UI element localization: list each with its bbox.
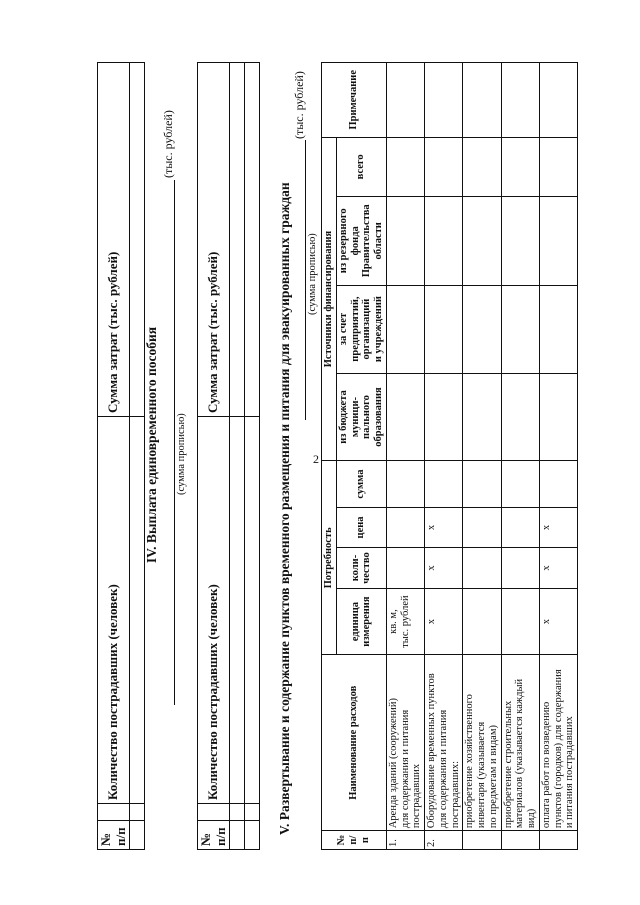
col-need-header: Потребность	[322, 461, 337, 655]
table-cell	[245, 63, 260, 417]
row-qty	[501, 548, 539, 589]
table-cell	[386, 137, 424, 197]
row-price	[501, 507, 539, 547]
col-budget-header: из бюджета муници- пального образования	[336, 373, 386, 461]
shelter-expenses-table	[321, 62, 578, 850]
table-cell	[245, 417, 260, 804]
col-number-header: № п/п	[198, 821, 230, 850]
table-cell	[425, 63, 463, 138]
col-count-header: Количество пострадавших (человек)	[98, 417, 130, 804]
col-enterprise-header: за счет предприятий, организаций и учреждений	[336, 285, 386, 373]
table-cell	[130, 417, 145, 804]
table-cell	[463, 285, 501, 373]
row-number	[463, 831, 501, 850]
row-name: приобретение хозяйственного инвентаря (указывается по предметам и видам)	[463, 655, 501, 831]
row-price: х	[539, 507, 577, 547]
table-row	[539, 63, 577, 850]
table-cell	[501, 285, 539, 373]
table-cell	[425, 197, 463, 285]
table-cell	[386, 285, 424, 373]
table-cell	[463, 63, 501, 138]
table-cell	[386, 461, 424, 507]
allowance-table	[197, 62, 260, 850]
table-cell	[501, 137, 539, 197]
table-cell	[386, 373, 424, 461]
row-unit	[501, 588, 539, 654]
table-cell	[501, 461, 539, 507]
table-cell	[230, 63, 245, 417]
row-unit	[463, 588, 501, 654]
table-cell	[230, 804, 245, 821]
sum-fill-line	[305, 140, 306, 420]
table-cell	[539, 285, 577, 373]
row-price: х	[425, 507, 463, 547]
table-row	[425, 63, 463, 850]
table-row	[463, 63, 501, 850]
row-qty: х	[539, 548, 577, 589]
table-cell	[425, 285, 463, 373]
row-qty	[463, 548, 501, 589]
sum-in-words-caption: (сумма прописью)	[176, 413, 187, 495]
sum-in-words-caption: (сумма прописью)	[307, 233, 318, 315]
col-number-header: № п/п	[322, 831, 387, 850]
col-note-header: Примечание	[322, 63, 387, 138]
table-cell	[539, 461, 577, 507]
table-cell	[130, 821, 145, 850]
page-number: 2	[313, 452, 319, 466]
table-cell	[386, 63, 424, 138]
col-price-header: цена	[336, 507, 386, 547]
table-cell	[230, 417, 245, 804]
row-name: приобретение строительных материалов (указывается каждый вид)	[501, 655, 539, 831]
col-sum-header: Сумма затрат (тыс. рублей)	[98, 63, 130, 417]
table-cell	[425, 137, 463, 197]
row-name: оплата работ по возведению пунктов (городков) для содержания и питания пострадавших	[539, 655, 577, 831]
table-cell	[539, 137, 577, 197]
col-name-header: Наименование расходов	[322, 655, 387, 831]
row-number	[501, 831, 539, 850]
col-sum-header: Сумма затрат (тыс. рублей)	[198, 63, 230, 417]
table-cell	[245, 821, 260, 850]
col-qty-header: коли- чество	[336, 548, 386, 589]
sum-fill-line	[174, 180, 175, 705]
col-number-header: № п/п	[98, 821, 130, 850]
row-price	[386, 507, 424, 547]
table-cell	[386, 197, 424, 285]
table-cell	[501, 63, 539, 138]
table-cell	[539, 63, 577, 138]
col-sources-header: Источники финансирования	[322, 137, 337, 461]
row-unit: х	[425, 588, 463, 654]
section-4-title: IV. Выплата единовременного пособия	[144, 326, 159, 564]
row-qty: х	[425, 548, 463, 589]
table-cell	[463, 197, 501, 285]
table-cell	[245, 804, 260, 821]
table-cell	[130, 63, 145, 417]
row-number: 2.	[425, 831, 463, 850]
col-total-header: всего	[336, 137, 386, 197]
unit-label: (тыс. рублей)	[292, 71, 306, 139]
section-5-title: V. Развертывание и содержание пунктов временного размещения и питания для эвакуированных граждан	[277, 182, 292, 835]
table-cell	[463, 461, 501, 507]
row-unit: кв. м, тыс. рублей	[386, 588, 424, 654]
table-cell	[425, 373, 463, 461]
table-cell	[463, 137, 501, 197]
table-cell	[501, 197, 539, 285]
table-row	[501, 63, 539, 850]
table-row	[386, 63, 424, 850]
table-cell	[130, 804, 145, 821]
col-count-header: Количество пострадавших (человек)	[198, 417, 230, 804]
col-sum-header: сумма	[336, 461, 386, 507]
table-cell	[425, 461, 463, 507]
row-qty	[386, 548, 424, 589]
row-name: Оборудование временных пунктов для содержания и питания пострадавших:	[425, 655, 463, 831]
table-cell	[539, 197, 577, 285]
col-spacer	[98, 804, 130, 821]
row-unit: х	[539, 588, 577, 654]
col-reserve-header: из резервного фонда Правительства области	[336, 197, 386, 285]
row-name: Аренда зданий (сооружений) для содержания и питания пострадавших	[386, 655, 424, 831]
row-number: 1.	[386, 831, 424, 850]
table-cell	[230, 821, 245, 850]
row-number	[539, 831, 577, 850]
victims-cost-table	[97, 62, 145, 850]
table-cell	[463, 373, 501, 461]
col-spacer	[198, 804, 230, 821]
unit-label: (тыс. рублей)	[161, 110, 175, 178]
row-price	[463, 507, 501, 547]
table-cell	[501, 373, 539, 461]
table-cell	[539, 373, 577, 461]
col-unit-header: единица измерения	[336, 588, 386, 654]
